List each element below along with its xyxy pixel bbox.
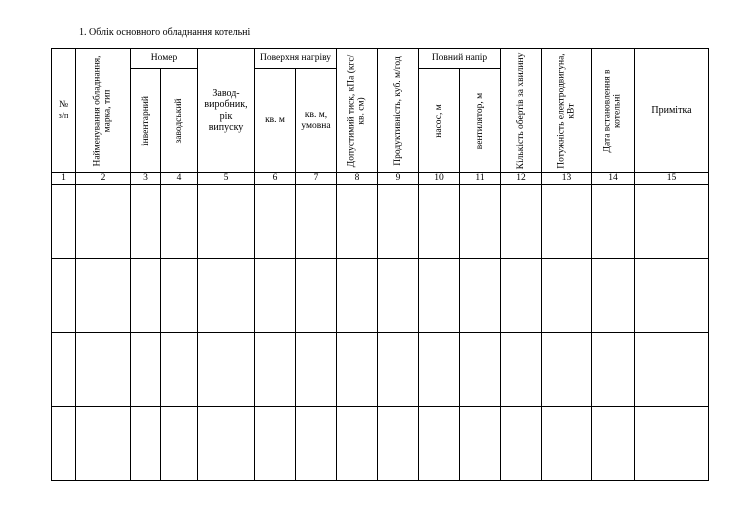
column-number-cell: 13 — [542, 173, 592, 185]
header-sq-m-conditional — [296, 69, 337, 173]
header-number — [52, 49, 76, 173]
table-cell[interactable] — [255, 333, 296, 407]
table-cell[interactable] — [76, 333, 131, 407]
header-pump-label: насос, м — [433, 103, 444, 138]
column-number-cell: 1 — [52, 173, 76, 185]
table-cell[interactable] — [52, 185, 76, 259]
table-cell[interactable] — [296, 259, 337, 333]
header-number-label: № — [58, 100, 69, 111]
header-install-date — [592, 49, 635, 173]
table-cell[interactable] — [296, 333, 337, 407]
table-cell[interactable] — [337, 407, 378, 481]
table-cell[interactable] — [198, 407, 255, 481]
header-install-date-label: Дата встановлення в котельні — [602, 69, 623, 152]
table-cell[interactable] — [52, 259, 76, 333]
table-cell[interactable] — [337, 259, 378, 333]
header-number-group: Номер — [131, 49, 198, 69]
table-cell[interactable] — [592, 185, 635, 259]
column-number-cell: 9 — [378, 173, 419, 185]
table-cell[interactable] — [198, 185, 255, 259]
table-cell[interactable] — [161, 259, 198, 333]
header-notes-label: Примітка — [651, 104, 692, 116]
header-factory-label: заводський — [173, 97, 184, 144]
header-rpm — [501, 49, 542, 173]
table-cell[interactable] — [542, 185, 592, 259]
table-cell[interactable] — [460, 259, 501, 333]
table-cell[interactable] — [131, 259, 161, 333]
table-cell[interactable] — [296, 407, 337, 481]
equipment-table-container — [51, 48, 709, 481]
table-row — [52, 407, 709, 481]
table-body — [52, 185, 709, 481]
table-row — [52, 185, 709, 259]
table-cell[interactable] — [635, 259, 709, 333]
header-manufacturer-year-label: Завод-виробник, рік випуску — [204, 87, 248, 133]
table-cell[interactable] — [131, 407, 161, 481]
table-cell[interactable] — [460, 185, 501, 259]
table-cell[interactable] — [460, 407, 501, 481]
header-capacity — [378, 49, 419, 173]
column-number-cell: 2 — [76, 173, 131, 185]
table-row — [52, 333, 709, 407]
table-cell[interactable] — [501, 333, 542, 407]
table-cell[interactable] — [131, 185, 161, 259]
header-sq-m-conditional-label: кв. м, умовна — [301, 109, 331, 131]
table-cell[interactable] — [76, 407, 131, 481]
header-manufacturer-year — [198, 49, 255, 173]
table-cell[interactable] — [378, 407, 419, 481]
table-cell[interactable] — [76, 259, 131, 333]
table-cell[interactable] — [255, 259, 296, 333]
header-notes — [635, 49, 709, 173]
table-cell[interactable] — [592, 259, 635, 333]
page-title: 1. Облік основного обладнання котельні — [79, 27, 251, 38]
table-cell[interactable] — [378, 333, 419, 407]
header-heating-surface-label: Поверхня нагріву — [259, 53, 332, 64]
table-cell[interactable] — [337, 333, 378, 407]
column-number-cell: 15 — [635, 173, 709, 185]
header-pump — [419, 69, 460, 173]
table-cell[interactable] — [419, 407, 460, 481]
header-inventory-label: інвентарний — [140, 95, 151, 146]
table-row — [52, 259, 709, 333]
header-rpm-label: Кількість обертів за хвилину — [515, 52, 526, 169]
table-cell[interactable] — [161, 407, 198, 481]
column-number-cell: 14 — [592, 173, 635, 185]
header-motor-power — [542, 49, 592, 173]
header-fan — [460, 69, 501, 173]
column-number-cell: 3 — [131, 173, 161, 185]
table-cell[interactable] — [419, 333, 460, 407]
table-cell[interactable] — [255, 407, 296, 481]
header-number-sub: з/п — [58, 111, 69, 121]
table-cell[interactable] — [131, 333, 161, 407]
header-name-model-type-label: Найменування обладнання, марка, тип — [92, 54, 113, 167]
column-number-cell: 7 — [296, 173, 337, 185]
table-cell[interactable] — [542, 407, 592, 481]
table-cell[interactable] — [378, 259, 419, 333]
table-cell[interactable] — [255, 185, 296, 259]
table-cell[interactable] — [542, 333, 592, 407]
column-number-cell: 12 — [501, 173, 542, 185]
table-header — [52, 49, 709, 185]
table-cell[interactable] — [337, 185, 378, 259]
header-sq-m-label: кв. м — [265, 115, 285, 126]
column-number-row — [52, 173, 709, 185]
header-capacity-label: Продуктивність, куб. м/год — [392, 55, 403, 166]
table-cell[interactable] — [76, 185, 131, 259]
column-number-cell: 8 — [337, 173, 378, 185]
header-motor-power-label: Потужність електродвигуна, кВт — [556, 52, 577, 169]
table-cell[interactable] — [198, 259, 255, 333]
equipment-table — [51, 48, 709, 481]
table-cell[interactable] — [501, 407, 542, 481]
table-cell[interactable] — [460, 333, 501, 407]
header-inventory — [131, 69, 161, 173]
header-heating-surface-group — [255, 49, 337, 69]
table-cell[interactable] — [542, 259, 592, 333]
table-cell[interactable] — [378, 185, 419, 259]
table-cell[interactable] — [161, 333, 198, 407]
column-number-cell: 6 — [255, 173, 296, 185]
header-allowed-pressure — [337, 49, 378, 173]
column-number-cell: 5 — [198, 173, 255, 185]
table-cell[interactable] — [501, 259, 542, 333]
table-cell[interactable] — [635, 407, 709, 481]
header-allowed-pressure-label: Допустимий тиск, кПа (кгс/кв. см) — [346, 54, 367, 167]
header-sq-m — [255, 69, 296, 173]
table-cell[interactable] — [296, 185, 337, 259]
column-number-cell: 11 — [460, 173, 501, 185]
table-cell[interactable] — [52, 333, 76, 407]
table-cell[interactable] — [592, 407, 635, 481]
table-cell[interactable] — [161, 185, 198, 259]
table-cell[interactable] — [52, 407, 76, 481]
header-factory — [161, 69, 198, 173]
header-fan-label: вентилятор, м — [474, 92, 485, 149]
header-name-model-type — [76, 49, 131, 173]
column-number-cell: 10 — [419, 173, 460, 185]
table-cell[interactable] — [419, 185, 460, 259]
table-cell[interactable] — [419, 259, 460, 333]
table-cell[interactable] — [635, 333, 709, 407]
header-full-head-group: Повний напір — [419, 49, 501, 69]
table-cell[interactable] — [592, 333, 635, 407]
table-cell[interactable] — [635, 185, 709, 259]
table-cell[interactable] — [198, 333, 255, 407]
table-cell[interactable] — [501, 185, 542, 259]
column-number-cell: 4 — [161, 173, 198, 185]
